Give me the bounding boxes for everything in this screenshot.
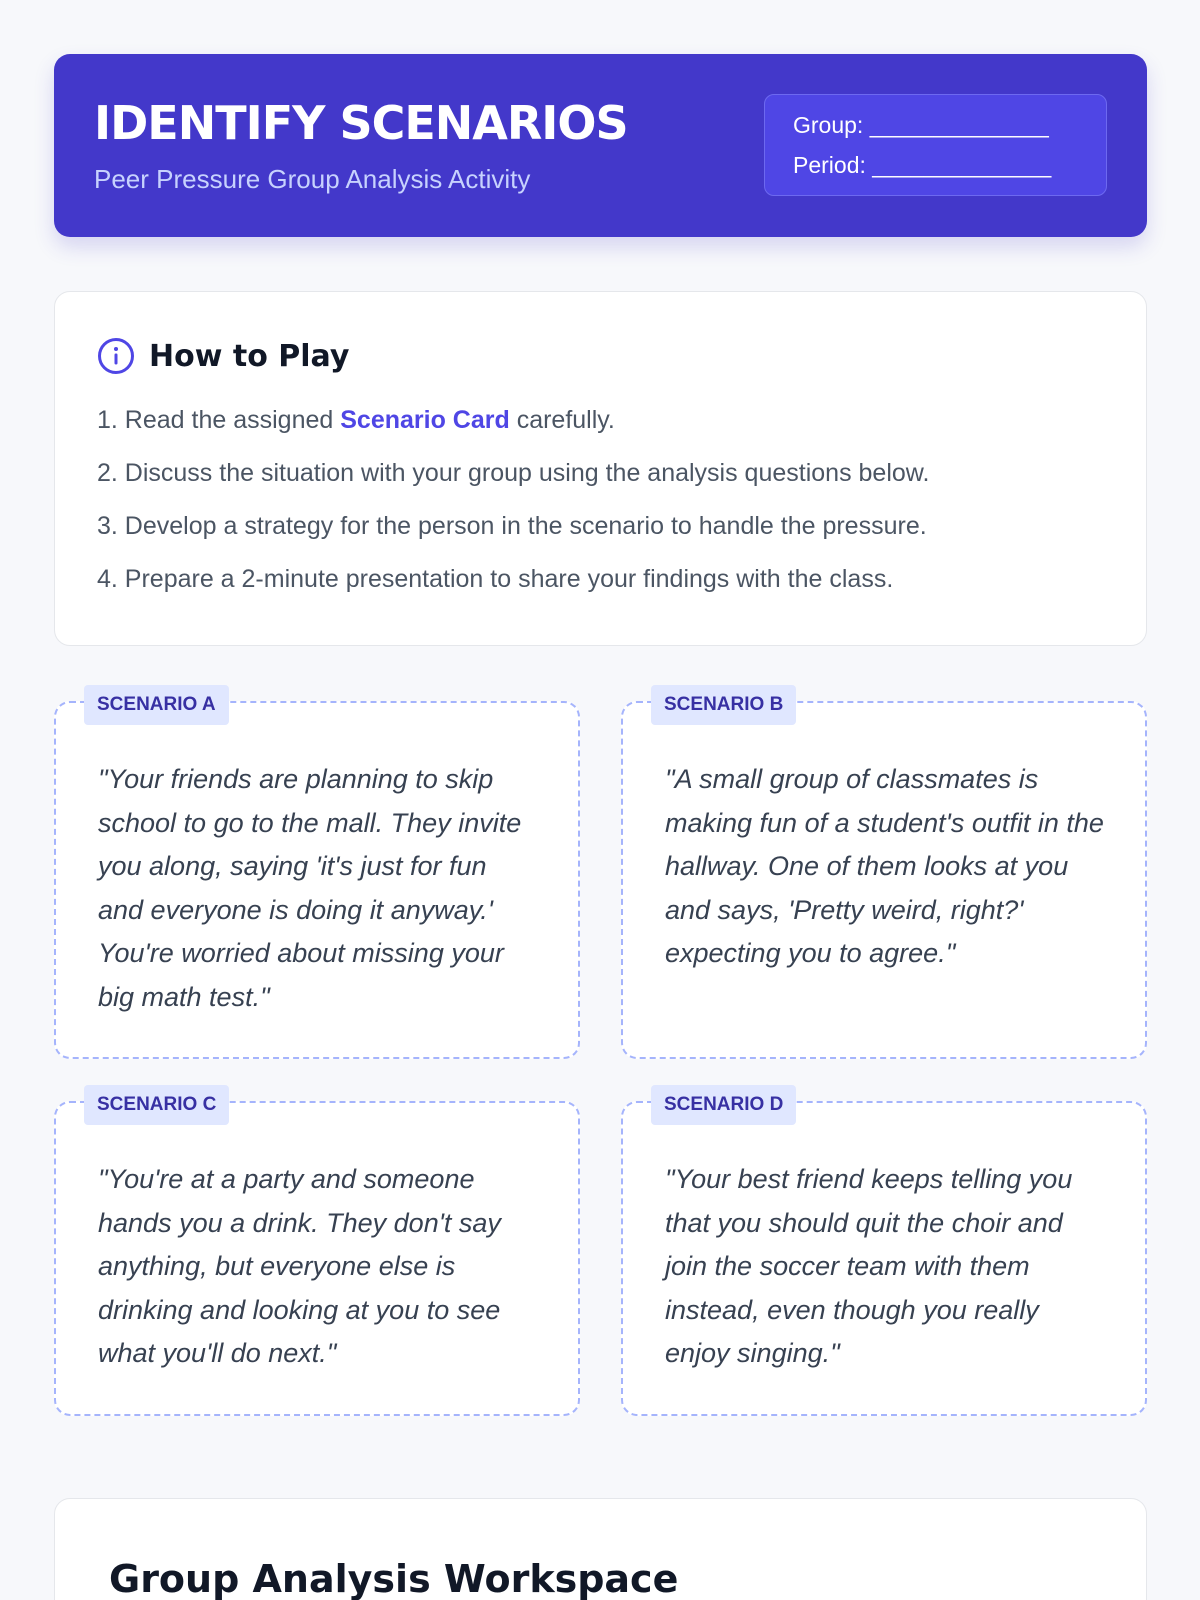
step-highlight: Scenario Card bbox=[340, 406, 510, 434]
step-text: carefully. bbox=[509, 406, 615, 434]
info-icon bbox=[97, 337, 135, 375]
group-info-box bbox=[764, 94, 1107, 196]
step-item: 3. Develop a strategy for the person in the scenario to handle the pressure. bbox=[97, 512, 927, 540]
scenario-card-a bbox=[54, 694, 580, 1059]
scenario-label: SCENARIO D bbox=[651, 1085, 796, 1125]
step-item: 2. Discuss the situation with your group using the analysis questions below. bbox=[97, 459, 930, 487]
period-field[interactable]: Period: ______________ bbox=[793, 152, 1052, 178]
scenario-card-c bbox=[54, 1094, 580, 1416]
scenario-text: "Your friends are planning to skip school to go to the mall. They invite you along, saying 'it's just for fun and everyone is doing it anyway.' You're worried about missing your big math test." bbox=[98, 764, 522, 1012]
step-text: 1. Read the assigned bbox=[97, 406, 341, 434]
steps-list bbox=[97, 402, 929, 614]
scenario-text: "Your best friend keeps telling you that you should quit the choir and join the soccer team with them instead, even though you really enjoy singing." bbox=[665, 1164, 1073, 1368]
scenario-card-d bbox=[621, 1094, 1147, 1416]
step-item: 4. Prepare a 2-minute presentation to share your findings with the class. bbox=[97, 565, 894, 593]
scenario-label: SCENARIO C bbox=[84, 1085, 229, 1125]
how-to-play-title: How to Play bbox=[149, 338, 350, 374]
scenario-label: SCENARIO B bbox=[651, 685, 796, 725]
header-banner bbox=[54, 54, 1147, 237]
workspace-title: Group Analysis Workspace bbox=[109, 1557, 679, 1600]
group-field[interactable]: Group: ______________ bbox=[793, 112, 1049, 138]
workspace-card bbox=[54, 1498, 1147, 1600]
page-subtitle: Peer Pressure Group Analysis Activity bbox=[94, 164, 531, 194]
scenario-text: "You're at a party and someone hands you a drink. They don't say anything, but everyone else is drinking and looking at you to see what you'll do next." bbox=[98, 1164, 501, 1368]
how-to-play-header bbox=[97, 337, 349, 375]
scenario-card-b bbox=[621, 694, 1147, 1059]
scenario-label: SCENARIO A bbox=[84, 685, 229, 725]
step-item bbox=[97, 402, 929, 455]
page-title: IDENTIFY SCENARIOS bbox=[94, 96, 628, 150]
scenario-text: "A small group of classmates is making fun of a student's outfit in the hallway. One of them looks at you and says, 'Pretty weird, right?' expecting you to agree." bbox=[665, 764, 1104, 968]
how-to-play-card bbox=[54, 291, 1147, 646]
